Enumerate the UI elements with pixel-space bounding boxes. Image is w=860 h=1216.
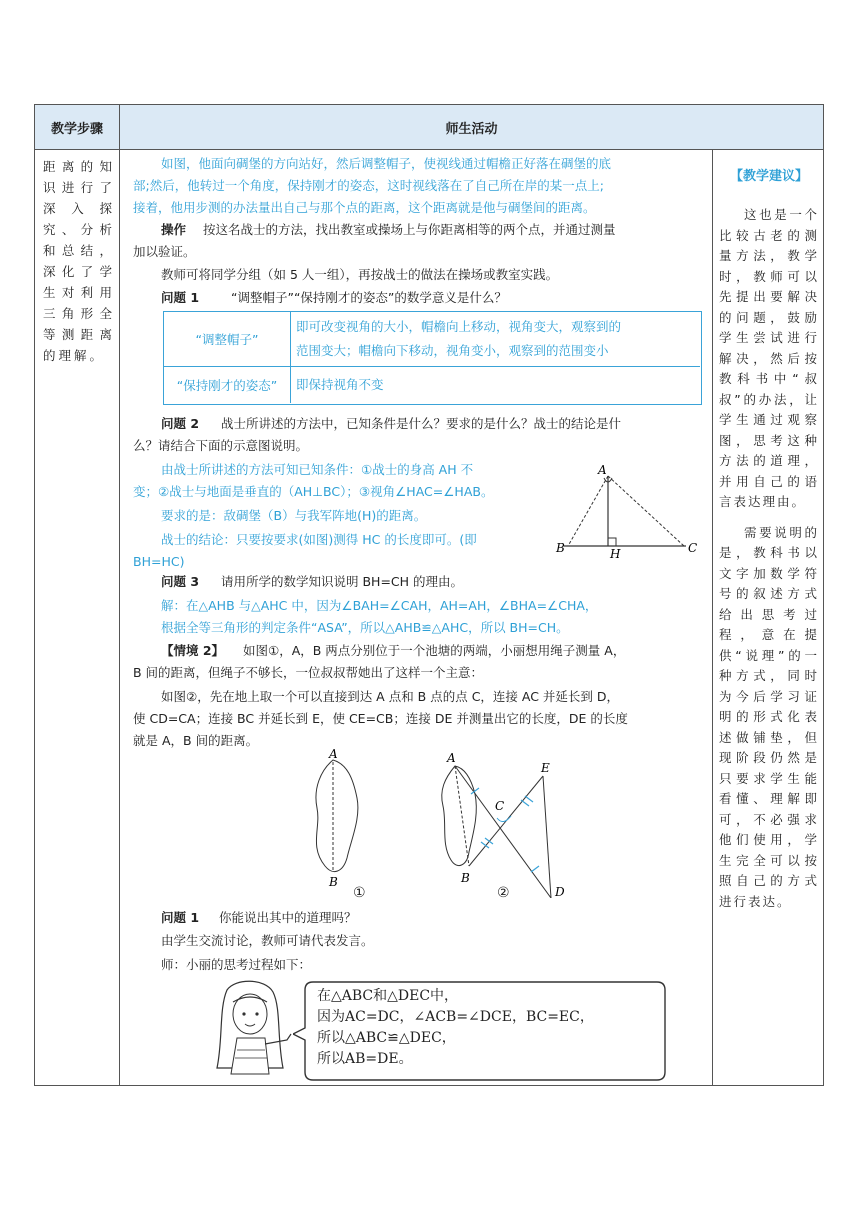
operation-line-1: 按这名战士的方法，找出教室或操场上与你距离相等的两个点，并通过测量 bbox=[203, 222, 616, 237]
bubble-line: 因为AC=DC，∠ACB=∠DCE，BC=EC， bbox=[317, 1009, 594, 1025]
question-2-label: 问题 2 bbox=[161, 416, 200, 431]
tri-label-c: C bbox=[688, 541, 698, 555]
meaning-key: “调整帽子” bbox=[164, 312, 291, 366]
intro-line-2: 部;然后，他转过一个角度，保持刚才的姿态，这时视线落在了自己所在岸的某一点上; bbox=[133, 178, 604, 193]
meaning-row bbox=[164, 312, 700, 367]
suggestion-title: 【教学建议】 bbox=[729, 169, 808, 184]
question-3-label: 问题 3 bbox=[161, 574, 200, 589]
bubble-line: 所以△ABC≌△DEC， bbox=[317, 1030, 456, 1046]
scenario-2-line-2: B 间的距离，但绳子不够长，一位叔叔帮她出了这样一个主意： bbox=[133, 665, 484, 680]
pond2-label-e: E bbox=[541, 761, 550, 775]
question-2-line-1: 战士所讲述的方法中，已知条件是什么？要求的是什么？战士的结论是什 bbox=[221, 416, 622, 431]
problem-1-label: 问题 1 bbox=[161, 910, 200, 925]
answer-2-line-4: 战士的结论：只要按要求(如图)测得 HC 的长度即可。(即 bbox=[161, 532, 477, 547]
meaning-key: “保持刚才的姿态” bbox=[164, 367, 291, 403]
bubble-text bbox=[317, 986, 594, 1070]
question-1-label: 问题 1 bbox=[161, 290, 200, 305]
meaning-row bbox=[164, 367, 700, 403]
answer-2-line-1: 由战士所讲述的方法可知已知条件：①战士的身高 AH 不 bbox=[161, 462, 474, 477]
tri-label-b: B bbox=[556, 541, 565, 555]
meaning-table bbox=[163, 311, 702, 405]
column-divider bbox=[712, 150, 713, 1085]
answer-2-line-5: BH=HC) bbox=[133, 554, 185, 569]
pond2-label-b: B bbox=[461, 871, 470, 885]
pond-figure-1 bbox=[291, 748, 391, 893]
meaning-value bbox=[296, 315, 696, 363]
suggestion-text bbox=[719, 205, 819, 912]
scenario-2-label: 【情境 2】 bbox=[161, 643, 225, 658]
answer-2-line-3: 要求的是：敌碉堡（B）与我军阵地(H)的距离。 bbox=[161, 508, 427, 523]
girl-illustration bbox=[207, 978, 297, 1083]
answer-3-line-2: 根据全等三角形的判定条件“ASA”，所以△AHB≌△AHC，所以 BH=CH。 bbox=[161, 620, 569, 635]
answer-3-line-1: 解：在△AHB 与△AHC 中，因为∠BAH=∠CAH，AH=AH，∠BHA=∠CHA， bbox=[161, 598, 598, 613]
suggestion-para-2: 需要说明的是，教科书以文字加数学符号的叙述方式给出思考过程，意在提供“说理”的一种方式，同时为今后学习证明的形式化表述做铺垫，但现阶段仍然是只要求学生能看懂、理解即可，不必强求他们使用，学生完全可以按照自己的方式进行表达。 bbox=[719, 524, 819, 909]
soldier-triangle-figure bbox=[546, 458, 706, 558]
pond2-label-d: D bbox=[555, 885, 565, 898]
header-step: 教学步骤 bbox=[35, 105, 120, 149]
scenario-2-line-1: 如图①，A，B 两点分别位于一个池塘的两端，小丽想用绳子测量 A， bbox=[243, 643, 626, 658]
question-1-text: “调整帽子”“保持刚才的姿态”的数学意义是什么？ bbox=[231, 290, 507, 305]
question-2-line-2: 么？请结合下面的示意图说明。 bbox=[133, 438, 309, 453]
pond2-label-c: C bbox=[495, 799, 505, 813]
step-text: 距离的知识进行了深入探究、分析和总结，深化了学生对利用三角形全等测距离的理解。 bbox=[43, 159, 115, 363]
operation-label: 操作 bbox=[161, 222, 187, 237]
pond2-label-a: A bbox=[447, 751, 456, 765]
question-3-text: 请用所学的数学知识说明 BH=CH 的理由。 bbox=[221, 574, 464, 589]
bubble-line: 所以AB=DE。 bbox=[317, 1051, 413, 1067]
problem-1-text: 你能说出其中的道理吗？ bbox=[219, 910, 357, 925]
meaning-value-line: 即保持视角不变 bbox=[296, 377, 384, 392]
answer-2-line-2: 变；②战士与地面是垂直的（AH⊥BC）；③视角∠HAC=∠HAB。 bbox=[133, 484, 494, 499]
meaning-value-line: 范围变大；帽檐向下移动，视角变小，观察到的范围变小 bbox=[296, 343, 609, 358]
group-text: 教师可将同学分组（如 5 人一组），再按战士的做法在操场或教室实践。 bbox=[161, 267, 559, 282]
bubble-line: 在△ABC和△DEC中， bbox=[317, 988, 459, 1004]
intro-line-3: 接着，他用步测的办法量出自己与那个点的距离，这个距离就是他与碉堡间的距离。 bbox=[133, 200, 596, 215]
figure-2-label: ② bbox=[497, 885, 510, 901]
table-header bbox=[35, 105, 823, 150]
scenario-2-line-5: 就是 A，B 间的距离。 bbox=[133, 733, 259, 748]
scenario-2-line-3: 如图②，先在地上取一个可以直接到达 A 点和 B 点的点 C，连接 AC 并延长到 D， bbox=[161, 689, 620, 704]
teacher-text: 师：小丽的思考过程如下： bbox=[161, 957, 312, 972]
pond-figure-2 bbox=[417, 748, 577, 898]
header-activity: 师生活动 bbox=[445, 121, 498, 137]
meaning-value bbox=[296, 373, 696, 397]
intro-line-1: 如图，他面向碉堡的方向站好，然后调整帽子，使视线通过帽檐正好落在碉堡的底 bbox=[161, 156, 612, 171]
meaning-value-line: 即可改变视角的大小，帽檐向上移动，视角变大，观察到的 bbox=[296, 319, 622, 334]
pond1-label-a: A bbox=[329, 748, 338, 761]
operation-line-2: 加以验证。 bbox=[133, 244, 196, 259]
suggestion-para-1: 这也是一个比较古老的测量方法，教学时，教师可以先提出要解决的问题，鼓励学生尝试进行解决，然后按教科书中“叔叔”的办法，让学生通过观察图，思考这种方法的道理，并用自己的语言表达理由。 bbox=[719, 207, 819, 509]
pond1-label-b: B bbox=[329, 875, 338, 889]
figure-1-label: ① bbox=[353, 885, 366, 901]
step-column bbox=[35, 150, 120, 1085]
discussion-text: 由学生交流讨论，教师可请代表发言。 bbox=[161, 933, 374, 948]
tri-label-h: H bbox=[610, 547, 621, 558]
lesson-table bbox=[34, 104, 824, 1086]
scenario-2-line-4: 使 CD=CA；连接 BC 并延长到 E，使 CE=CB；连接 DE 并测量出它的长度，DE 的长度 bbox=[133, 711, 628, 726]
tri-label-a: A bbox=[598, 463, 607, 477]
activity-content bbox=[121, 150, 711, 1080]
